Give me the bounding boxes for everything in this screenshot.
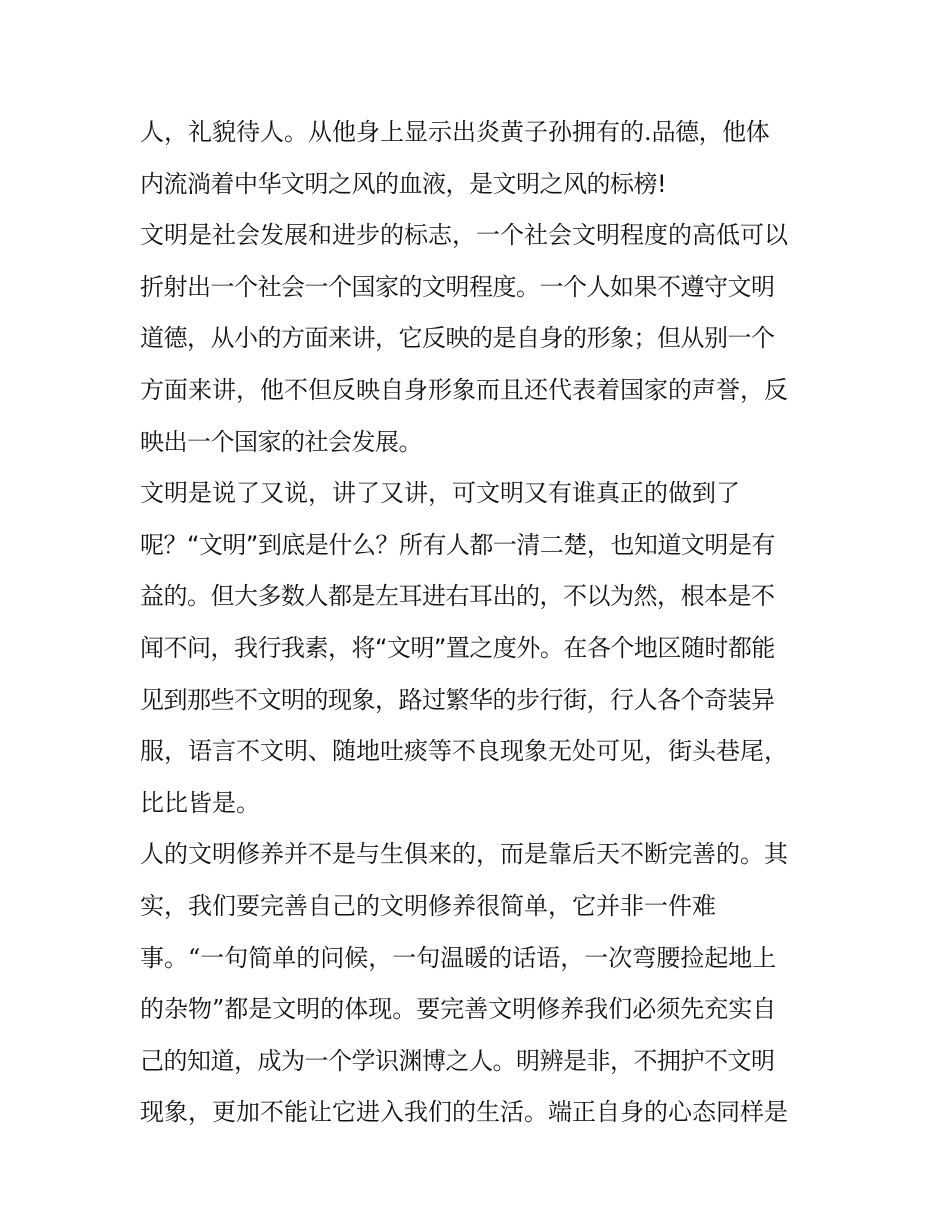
text-line: 折射出一个社会一个国家的文明程度。一个人如果不遵守文明: [140, 272, 775, 301]
text-line: 道德，从小的方面来讲，它反映的是自身的形象；但从别一个: [140, 324, 775, 353]
text-line: 的杂物”都是文明的体现。要完善文明修养我们必须先充实自: [140, 995, 777, 1024]
text-line: 呢？“文明”到底是什么？所有人都一清二楚，也知道文明是有: [140, 530, 775, 559]
text-line: 文明是社会发展和进步的标志，一个社会文明程度的高低可以: [140, 221, 788, 250]
text-line: 见到那些不文明的现象，路过繁华的步行街，行人各个奇装异: [140, 685, 775, 714]
text-line: 映出一个国家的社会发展。: [140, 427, 422, 456]
text-line: 方面来讲，他不但反映自身形象而且还代表着国家的声誉，反: [140, 375, 788, 404]
text-line: 益的。但大多数人都是左耳进右耳出的，不以为然，根本是不: [140, 582, 775, 611]
text-segment-serif: 人，礼貌待人。从他身上显示出炎黄子孙拥有的.: [140, 118, 652, 146]
text-line: 文明是说了又说，讲了又讲，可文明又有谁真正的做到了: [140, 479, 740, 508]
text-line: 己的知道，成为一个学识渊博之人。明辨是非，不拥护不文明: [140, 1046, 775, 1075]
text-line: 事。“一句简单的问候，一句温暖的话语，一次弯腰捡起地上: [140, 943, 777, 972]
text-segment-sans: 品德，他体: [651, 118, 770, 146]
text-line: 实，我们要完善自己的文明修养很简单，它并非一件难: [140, 891, 716, 920]
text-line: 比比皆是。: [140, 788, 260, 817]
text-line: 人的文明修养并不是与生俱来的，而是靠后天不断完善的。其: [140, 840, 788, 869]
text-line: 服，语言不文明、随地吐痰等不良现象无处可见，街头巷尾，: [140, 737, 788, 766]
text-line: 现象，更加不能让它进入我们的生活。端正自身的心态同样是: [140, 1098, 788, 1127]
text-line: 闻不问，我行我素，将“文明”置之度外。在各个地区随时都能: [140, 633, 775, 662]
essay-body: [140, 107, 830, 1139]
text-line: 内流淌着中华文明之风的血液，是文明之风的标榜!: [140, 169, 667, 198]
text-line: [140, 107, 830, 159]
